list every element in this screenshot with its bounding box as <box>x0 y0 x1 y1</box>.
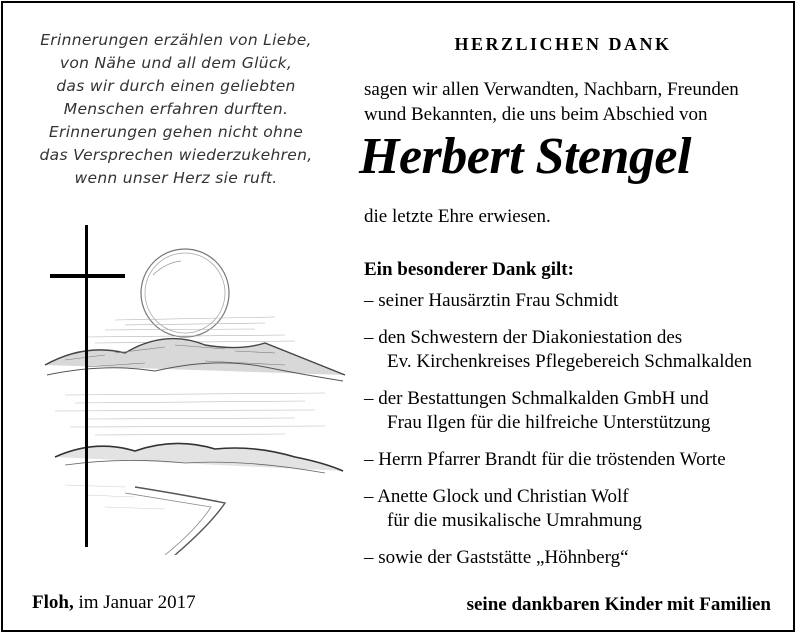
list-item-line: – Herrn Pfarrer Brandt für die tröstenden Worte <box>364 449 726 470</box>
list-item-line: – seiner Hausärztin Frau Schmidt <box>364 290 619 311</box>
list-item <box>364 546 794 570</box>
place: Floh, <box>32 592 74 613</box>
date: im Januar 2017 <box>78 592 196 613</box>
list-item <box>364 289 794 313</box>
poem-line: Erinnerungen erzählen von Liebe, <box>40 31 312 49</box>
poem-line: das wir durch einen geliebten <box>56 77 296 95</box>
hills-sketch <box>45 339 345 381</box>
deceased-name: Herbert Stengel <box>359 128 691 185</box>
thanks-list <box>364 289 794 583</box>
obituary-thanks-card <box>1 1 795 632</box>
after-name-text: die letzte Ehre erwiesen. <box>364 206 551 227</box>
list-item <box>364 448 794 472</box>
cross-landscape-sun-illustration <box>25 225 355 555</box>
poem-line: das Versprechen wiederzukehren, <box>39 146 313 164</box>
list-item-line: Frau Ilgen für die hilfreiche Unterstützung <box>387 412 711 433</box>
intro-text <box>364 77 794 127</box>
poem-line: von Nähe und all dem Glück, <box>59 54 293 72</box>
list-item <box>364 387 794 435</box>
memorial-poem <box>17 29 335 190</box>
intro-line: sagen wir allen Verwandten, Nachbarn, Freunden <box>364 79 739 100</box>
list-item-line: für die musikalische Umrahmung <box>387 510 642 531</box>
heading: HERZLICHEN DANK <box>454 34 672 54</box>
intro-line: wund Bekannten, die uns beim Abschied von <box>364 104 708 125</box>
list-item-line: Ev. Kirchenkreises Pflegebereich Schmalkalden <box>387 351 752 372</box>
signature: seine dankbaren Kinder mit Familien <box>466 594 771 615</box>
list-item-line: – sowie der Gaststätte „Höhnberg“ <box>364 547 629 568</box>
list-item-line: – den Schwestern der Diakoniestation des <box>364 327 683 348</box>
poem-line: Erinnerungen gehen nicht ohne <box>48 123 304 141</box>
cross-icon <box>50 225 125 547</box>
special-thanks-heading: Ein besonderer Dank gilt: <box>364 259 574 280</box>
list-item <box>364 326 794 374</box>
poem-line: Menschen erfahren durften. <box>63 100 289 118</box>
list-item-line: – Anette Glock und Christian Wolf <box>364 486 629 507</box>
list-item <box>364 485 794 533</box>
list-item-line: – der Bestattungen Schmalkalden GmbH und <box>364 388 709 409</box>
poem-line: wenn unser Herz sie ruft. <box>74 169 278 187</box>
place-and-date <box>32 592 196 614</box>
